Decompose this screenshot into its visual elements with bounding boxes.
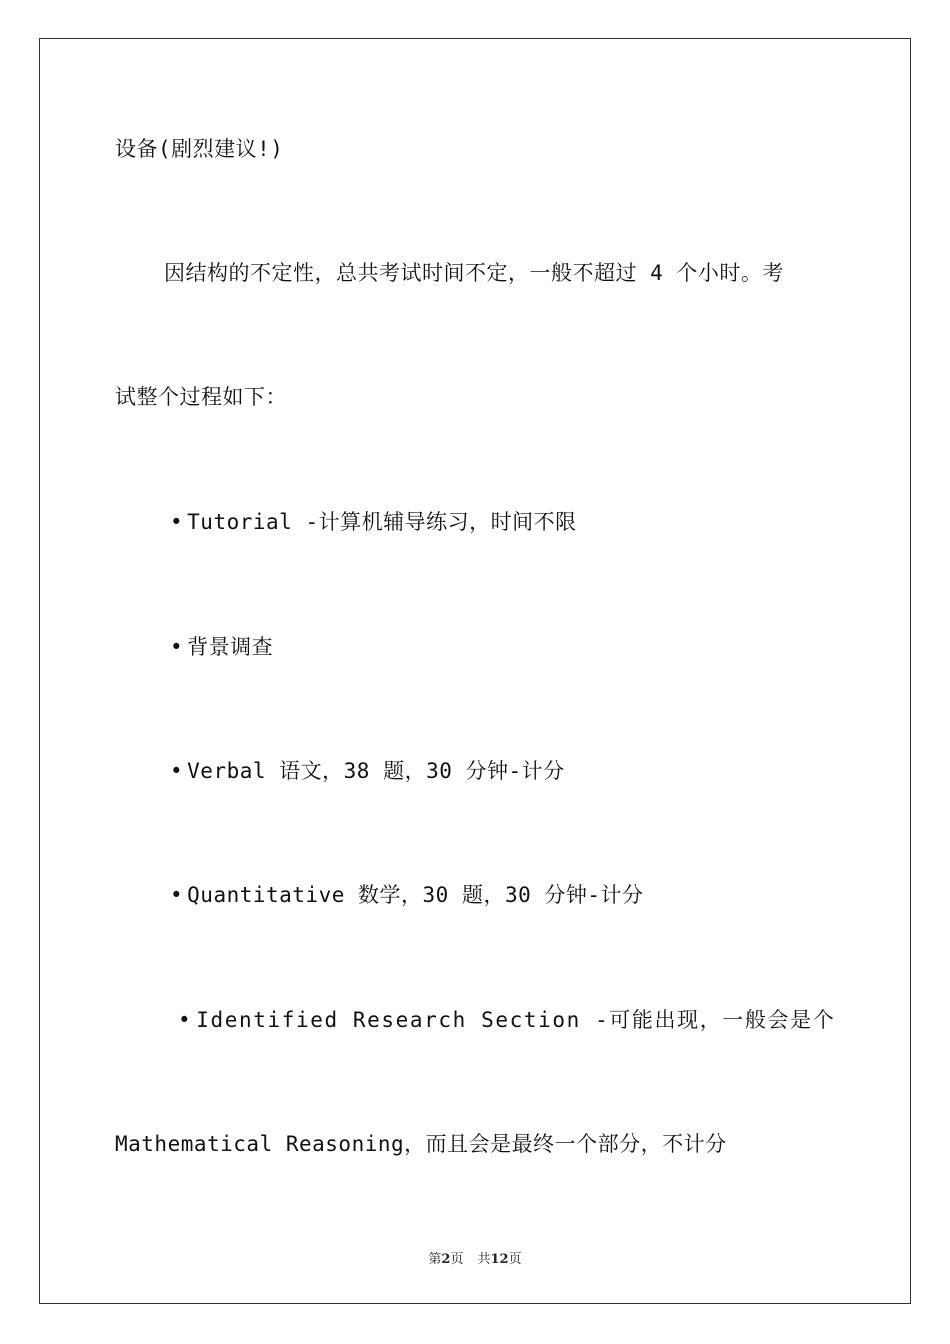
paragraph-line: 因结构的不定性，总共考试时间不定，一般不超过 4 个小时。考 (164, 261, 784, 285)
paragraph-line: 试整个过程如下： (115, 385, 287, 409)
bullet-icon: • (170, 510, 184, 534)
bullet-icon: • (170, 635, 184, 659)
page-number: 2 (441, 1252, 451, 1267)
page-prefix: 第 (428, 1252, 442, 1267)
page-suffix: 页 (450, 1252, 464, 1267)
list-item (178, 1006, 835, 1034)
list-item-text: Verbal 语文，38 题，30 分钟-计分 (187, 759, 565, 783)
paragraph-line: 设备(剧烈建议!) (115, 137, 284, 161)
list-item (170, 508, 577, 536)
paragraph-line: Mathematical Reasoning，而且会是最终一个部分，不计分 (115, 1132, 727, 1156)
bullet-icon: • (170, 883, 184, 907)
total-suffix: 页 (508, 1252, 522, 1267)
total-pages: 12 (490, 1252, 509, 1267)
total-prefix: 共 (477, 1252, 491, 1267)
list-item (170, 881, 644, 909)
list-item (170, 633, 273, 661)
bullet-icon: • (178, 1008, 193, 1032)
page-border (39, 38, 911, 1304)
list-item-text: 背景调查 (187, 635, 274, 659)
list-item-text: Quantitative 数学，30 题，30 分钟-计分 (187, 883, 644, 907)
list-item-text: Identified Research Section -可能出现，一般会是个 (196, 1008, 836, 1032)
list-item (170, 757, 565, 785)
bullet-icon: • (170, 759, 184, 783)
page-footer (0, 1248, 950, 1267)
list-item-text: Tutorial -计算机辅导练习，时间不限 (187, 510, 577, 534)
